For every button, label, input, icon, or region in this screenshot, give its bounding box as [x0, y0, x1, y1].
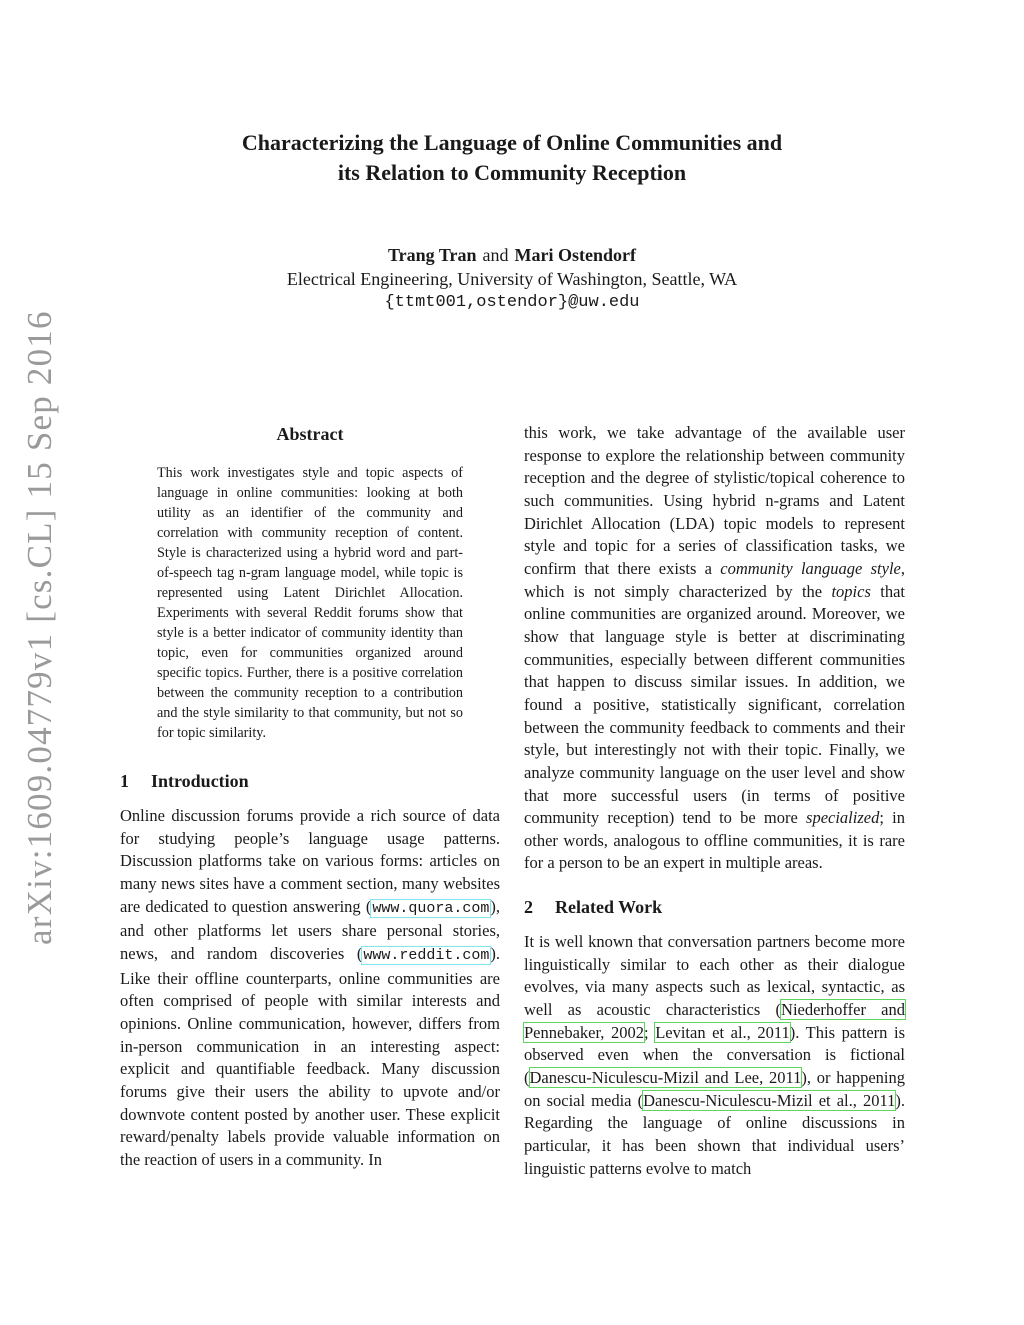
author-names	[160, 243, 864, 267]
related-text-part-2: ;	[644, 1022, 656, 1042]
paper-title-line-1: Characterizing the Language of Online Communities and	[241, 130, 783, 155]
section-number: 1	[120, 771, 129, 791]
emphasis-specialized: specialized	[806, 808, 880, 828]
author-block	[160, 243, 864, 315]
author-name-2: Mari Ostendorf	[514, 245, 636, 265]
section-number: 2	[524, 897, 533, 918]
intro-text-part-1: Online discussion forums provide a rich source of data for studying people’s language usage patterns. Discussion platforms take on various forms: articles on many news sites have a comment section, many websites are dedicated to question answering (	[120, 806, 500, 916]
right-text-part-3: that online communities are organized around. Moreover, we show that language style is better at discriminating communities, especially between different communities that happen to discuss similar issues. In addition, we found a positive, statistically significant, correlation between the community feedback to comments and their style, but interestingly not with their topic. Finally, we analyze community language on the user level and show that more successful users (in terms of positive community reception) tend to be more	[524, 581, 905, 828]
author-affiliation: Electrical Engineering, University of Washington, Seattle, WA	[286, 269, 738, 289]
link-quora[interactable]: www.quora.com	[372, 899, 490, 917]
section-title: Related Work	[555, 897, 663, 918]
related-text-part-3: ). This pattern is observed even when the conversation is fictional (	[524, 1022, 905, 1088]
section-title: Introduction	[151, 771, 249, 791]
link-reddit[interactable]: www.reddit.com	[363, 946, 490, 964]
introduction-continued-paragraph	[524, 422, 905, 875]
right-column	[524, 422, 905, 1180]
author-separator: and	[482, 245, 509, 265]
emphasis-community-language-style: community language style	[720, 558, 901, 578]
arxiv-identifier-stamp: arXiv:1609.04779v1 [cs.CL] 15 Sep 2016	[20, 310, 59, 945]
related-text-part-1: It is well known that conversation partners become more linguistically similar to each other as their dialogue evolves, via many aspects such as lexical, syntactic, as well as acoustic characteristics (	[524, 932, 905, 1020]
intro-text-part-3: ). Like their offline counterparts, online communities are often comprised of people with similar interests and opinions. Online communication, however, differs from in-person communication in an interesting aspect: explicit and quantifiable feedback. Many discussion forums give their users the ability to upvote and/or downvote content posted by another user. These explicit reward/penalty labels provide valuable information on the reaction of users in a community. In	[120, 943, 500, 1169]
paper-title-line-2: its Relation to Community Reception	[337, 160, 687, 185]
paper-title-block	[160, 128, 864, 188]
citation-niederhoffer-2002[interactable]: Niederhoffer and Pennebaker, 2002	[524, 1000, 905, 1042]
section-heading-related-work	[524, 895, 905, 919]
right-text-part-2: , which is not simply characterized by the	[524, 558, 905, 601]
citation-levitan-2011[interactable]: Levitan et al., 2011	[655, 1022, 790, 1042]
abstract-text: This work investigates style and topic aspects of language in online communities: looking at both utility as an identifier of the community and correlation with community reception of content. Style is characterized using a hybrid word and part-of-speech tag n-gram language model, while topic is represented using Latent Dirichlet Allocation. Experiments with several Reddit forums show that style is a better indicator of community identity than topic, even for communities organized around specific topics. Further, there is a positive correlation between the community reception to a contribution and the style similarity to that community, but not so for topic similarity.	[157, 465, 463, 741]
introduction-paragraph	[120, 805, 500, 1172]
intro-text-part-2: ), and other platforms let users share personal stories, news, and random discoveries (	[120, 896, 500, 963]
left-column	[120, 422, 500, 1172]
emphasis-topics: topics	[831, 581, 871, 601]
abstract-heading: Abstract	[276, 424, 344, 444]
right-text-part-1: this work, we take advantage of the available user response to explore the relationship between community reception and the degree of stylistic/topical coherence to such communities. Using hybrid n-grams and Latent Dirichlet Allocation (LDA) topic models to represent style and topic for a series of classification tasks, we confirm that there exists a	[524, 423, 905, 578]
author-name-1: Trang Tran	[388, 245, 477, 265]
section-heading-introduction	[120, 769, 500, 793]
related-text-part-5: ). Regarding the language of online discussions in particular, it has been shown that individual users’ linguistic patterns evolve to match	[524, 1090, 905, 1178]
author-email: {ttmt001,ostendor}@uw.edu	[384, 293, 640, 312]
citation-danescu-lee-2011[interactable]: Danescu-Niculescu-Mizil and Lee, 2011	[529, 1068, 802, 1088]
related-work-paragraph	[524, 931, 905, 1180]
related-text-part-4: ), or happening on social media (	[524, 1068, 905, 1110]
citation-danescu-2011[interactable]: Danescu-Niculescu-Mizil et al., 2011	[643, 1090, 896, 1110]
right-text-part-4: ; in other words, analogous to offline communities, it is rare for a person to be an expert in multiple areas.	[524, 808, 905, 873]
